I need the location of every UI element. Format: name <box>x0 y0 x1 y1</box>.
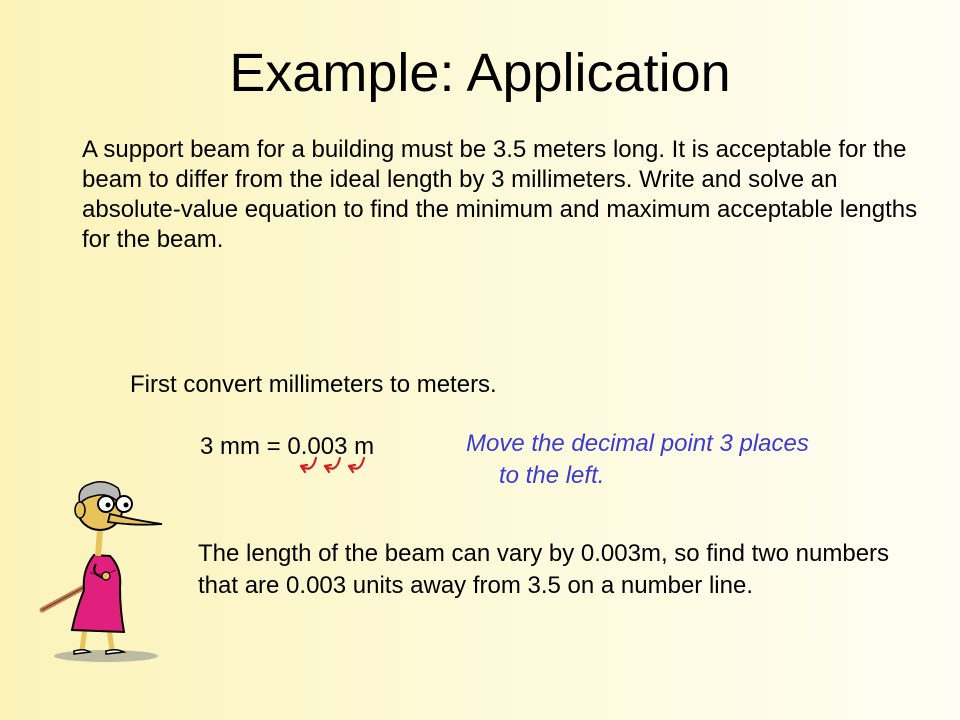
curved-arrow-icon <box>349 458 364 472</box>
curved-arrow-icon <box>301 458 316 472</box>
slide-title: Example: Application <box>229 43 731 103</box>
explanation-text: The length of the beam can vary by 0.003m, so find two numbers that are 0.003 units away from 3.5 on a number line. <box>198 540 890 599</box>
hint-line-1: Move the decimal point 3 places <box>466 430 809 457</box>
conversion-equation: 3 mm = 0.003 m <box>200 433 375 460</box>
professor-mascot-icon <box>24 470 174 665</box>
hint-line-2: to the left. <box>499 462 605 489</box>
curved-arrow-icon <box>325 458 340 472</box>
decimal-hint <box>466 428 936 492</box>
problem-statement: A support beam for a building must be 3.5 meters long. It is acceptable for the beam to differ from the ideal length by 3 millimeters. Write and solve an absolute-value equation to find the minimum and maximum acceptable lengths for the beam. <box>82 136 918 253</box>
decimal-shift-arrows <box>296 452 376 480</box>
convert-instruction: First convert millimeters to meters. <box>130 371 497 398</box>
